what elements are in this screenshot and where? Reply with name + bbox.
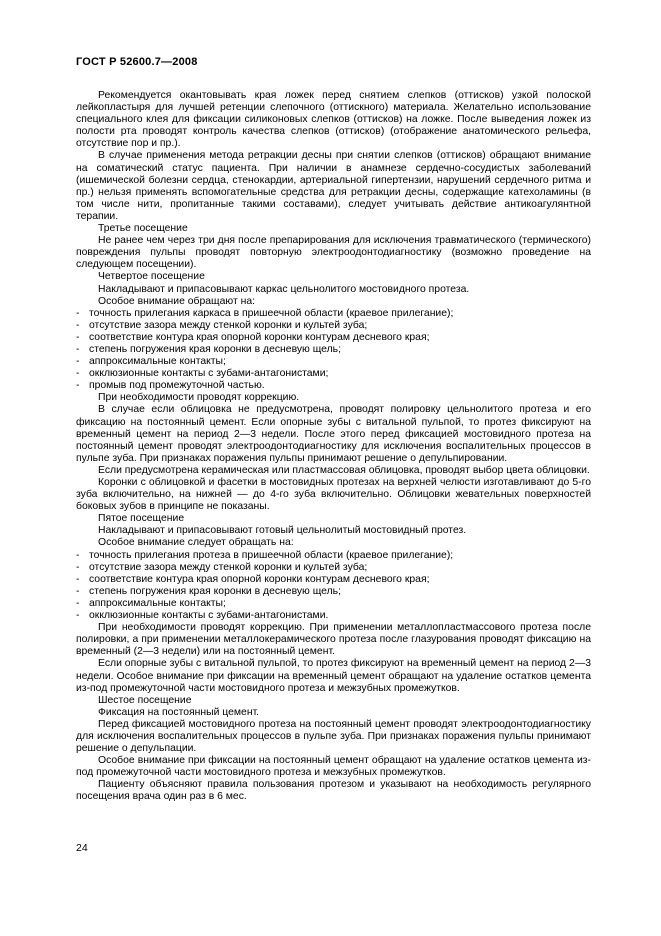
list-item-text: точность прилегания каркаса в пришеечной области (краевое прилегание);: [89, 307, 454, 319]
paragraph: Коронки с облицовкой и фасетки в мостовидных протезах на верхней челюсти изготавливают до 5-го зуба включительно, на нижней — до 4-го зуба включительно. Облицовки жевательных поверхностей боковых зубов в принципе не показаны.: [76, 477, 591, 513]
paragraph: При необходимости проводят коррекцию. При применении металлопластмассового протеза после полировки, а при применении металлокерамического протеза после глазурования проводят фиксацию на временный (2—3 недели) или на постоянный цемент.: [76, 622, 591, 658]
list-dash: -: [76, 597, 80, 609]
list-dash: -: [76, 368, 80, 380]
checklist: [76, 308, 591, 393]
list-item: [76, 368, 591, 380]
document-header: ГОСТ Р 52600.7—2008: [76, 56, 198, 68]
visit-heading: Четвертое посещение: [98, 271, 205, 283]
list-item-text: соответствие контура края опорной коронки контурам десневого края;: [89, 573, 430, 585]
list-item: [76, 574, 591, 586]
paragraph: Фиксация на постоянный цемент.: [98, 706, 260, 718]
list-dash: -: [76, 356, 80, 368]
list-dash: -: [76, 307, 80, 319]
paragraph: При необходимости проводят коррекцию.: [98, 392, 300, 404]
visit-heading: Третье посещение: [98, 223, 188, 235]
paragraph: Если опорные зубы с витальной пульпой, то протез фиксируют на временный цемент на период 2—3 недели. Особое внимание при фиксации на временный цемент обращают на удаление остатков цемента из-под промежуточной части мостовидного протеза и межзубных промежутков.: [76, 658, 591, 694]
paragraph: Особое внимание обращают на:: [98, 295, 255, 307]
list-dash: -: [76, 610, 80, 622]
checklist: [76, 550, 591, 623]
list-item-text: промыв под промежуточной частью.: [89, 380, 265, 392]
list-dash: -: [76, 319, 80, 331]
list-item: [76, 356, 591, 368]
list-item: [76, 320, 591, 332]
page-number: 24: [76, 842, 88, 854]
paragraph: Особое внимание следует обращать на:: [98, 537, 294, 549]
list-item: [76, 332, 591, 344]
list-dash: -: [76, 380, 80, 392]
list-item-text: степень погружения края коронки в десневую щель;: [89, 343, 341, 355]
list-dash: -: [76, 585, 80, 597]
list-dash: -: [76, 343, 80, 355]
paragraph: Не ранее чем через три дня после препарирования для исключения травматического (термического) повреждения пульпы проводят повторную электроодонтодиагностику (возможно проведение на следующем посещении).: [76, 235, 591, 271]
paragraph: Перед фиксацией мостовидного протеза на постоянный цемент проводят электроодонтодиагностику для исключения воспалительных процессов в пульпе зуба. При признаках поражения пульпы принимают решение о депульпации.: [76, 718, 591, 755]
paragraph: В случае применения метода ретракции десны при снятии слепков (оттисков) обращают внимание на соматический статус пациента. При наличии в анамнезе сердечно-сосудистых заболеваний (ишемической болезни сердца, стенокардии, артериальной гипертензии, нарушений сердечного ритма и пр.) нельзя применять вспомогательные средства для ретракции десны, содержащие катехоламины (в том числе нити, пропитанные такими составами), следует учитывать действие антикоагулянтной терапии.: [76, 150, 591, 222]
list-item: [76, 598, 591, 610]
list-item: [76, 344, 591, 356]
list-item-text: окклюзионные контакты с зубами-антагонистами;: [89, 368, 329, 380]
list-item-text: соответствие контура края опорной коронки контурам десневого края;: [89, 331, 430, 343]
paragraph: Накладывают и припасовывают каркас цельнолитого мостовидного протеза.: [98, 283, 470, 295]
list-item-text: аппроксимальные контакты;: [89, 597, 226, 609]
paragraph: Особое внимание при фиксации на постоянный цемент обращают на удаление остатков цемента из-под промежуточной части мостовидного протеза и межзубных промежутков.: [76, 755, 591, 779]
paragraph: В случае если облицовка не предусмотрена, проводят полировку цельнолитого протеза и его фиксацию на постоянный цемент. Если опорные зубы с витальной пульпой, то протез фиксируют на временный цемент на период 2—3 недели. После этого перед фиксацией мостовидного протеза на постоянный цемент проводят электроодонтодиагностику для исключения воспалительных процессов в пульпе зуба. При признаках поражения пульпы принимают решение о депульпировании.: [76, 404, 591, 464]
paragraph: Если предусмотрена керамическая или пластмассовая облицовка, проводят выбор цвета облицовки.: [98, 464, 590, 476]
paragraph: Накладывают и припасовывают готовый цельнолитый мостовидный протез.: [98, 525, 467, 537]
visit-heading: Шестое посещение: [98, 694, 192, 706]
list-dash: -: [76, 561, 80, 573]
list-item-text: степень погружения края коронки в десневую щель;: [89, 585, 341, 597]
list-item: [76, 586, 591, 598]
paragraph: Пациенту объясняют правила пользования протезом и указывают на необходимость регулярного посещения врача один раз в 6 мес.: [76, 779, 591, 803]
list-item-text: точность прилегания протеза в пришеечной области (краевое прилегание);: [89, 549, 454, 561]
list-item-text: отсутствие зазора между стенкой коронки и культей зуба;: [89, 561, 368, 573]
list-item-text: окклюзионные контакты с зубами-антагонистами.: [89, 610, 329, 622]
list-dash: -: [76, 549, 80, 561]
list-item-text: аппроксимальные контакты;: [89, 356, 226, 368]
visit-heading: Пятое посещение: [98, 513, 185, 525]
list-item: [76, 380, 591, 392]
list-item-text: отсутствие зазора между стенкой коронки и культей зуба;: [89, 319, 368, 331]
list-dash: -: [76, 573, 80, 585]
list-item: [76, 610, 591, 622]
list-dash: -: [76, 331, 80, 343]
list-item: [76, 550, 591, 562]
paragraph: Рекомендуется окантовывать края ложек перед снятием слепков (оттисков) узкой полоской лейкопластыря для лучшей ретенции слепочного (оттискного) материала. Желательно использование специального клея для фиксации силиконовых слепков (оттисков) на ложке. После выведения ложек из полости рта проводят контроль качества слепков (оттисков) (отображение анатомического рельефа, отсутствие пор и пр.).: [76, 90, 591, 150]
list-item: [76, 308, 591, 320]
document-content: [76, 90, 591, 804]
list-item: [76, 562, 591, 574]
